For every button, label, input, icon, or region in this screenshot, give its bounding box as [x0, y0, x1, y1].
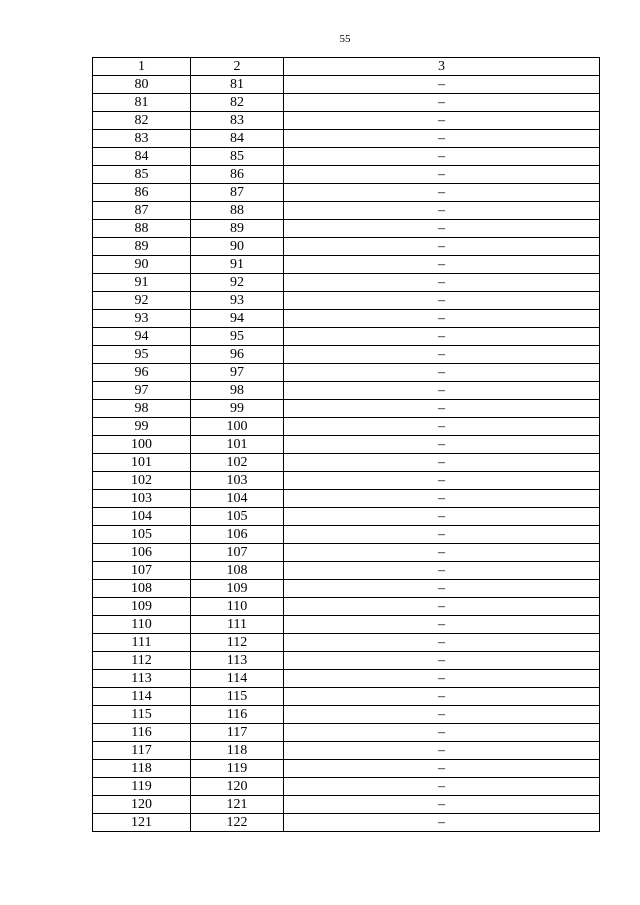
table-cell-col-1: 98 [93, 400, 191, 418]
table-cell-col-1: 102 [93, 472, 191, 490]
table-row [93, 436, 600, 454]
table-cell-col-3: – [284, 580, 600, 598]
table-cell-col-1: 89 [93, 238, 191, 256]
table-cell-col-3: – [284, 454, 600, 472]
table-header [93, 58, 600, 76]
table-cell-col-2: 116 [191, 706, 284, 724]
table-cell-col-3: – [284, 652, 600, 670]
table-cell-col-1: 96 [93, 364, 191, 382]
table-cell-col-1: 116 [93, 724, 191, 742]
table-cell-col-3: – [284, 94, 600, 112]
table-cell-col-3: – [284, 796, 600, 814]
table-cell-col-3: – [284, 508, 600, 526]
table-cell-col-2: 113 [191, 652, 284, 670]
table-row [93, 562, 600, 580]
table-cell-col-2: 83 [191, 112, 284, 130]
table-cell-col-1: 84 [93, 148, 191, 166]
table-cell-col-3: – [284, 346, 600, 364]
table-cell-col-3: – [284, 724, 600, 742]
table-row [93, 184, 600, 202]
table-cell-col-3: – [284, 760, 600, 778]
table-cell-col-3: – [284, 292, 600, 310]
table-cell-col-2: 91 [191, 256, 284, 274]
table-cell-col-1: 92 [93, 292, 191, 310]
table-cell-col-2: 117 [191, 724, 284, 742]
table-header-row [93, 58, 600, 76]
table-row [93, 598, 600, 616]
column-header-2: 2 [191, 58, 284, 76]
table-cell-col-2: 93 [191, 292, 284, 310]
table-cell-col-2: 118 [191, 742, 284, 760]
table-row [93, 616, 600, 634]
table-cell-col-2: 87 [191, 184, 284, 202]
table-cell-col-1: 90 [93, 256, 191, 274]
table-cell-col-1: 117 [93, 742, 191, 760]
table-cell-col-2: 82 [191, 94, 284, 112]
table-cell-col-1: 100 [93, 436, 191, 454]
table-cell-col-1: 105 [93, 526, 191, 544]
table-row [93, 526, 600, 544]
table-cell-col-1: 103 [93, 490, 191, 508]
table-cell-col-1: 108 [93, 580, 191, 598]
table-cell-col-3: – [284, 274, 600, 292]
table-cell-col-1: 104 [93, 508, 191, 526]
table-cell-col-3: – [284, 238, 600, 256]
table-cell-col-3: – [284, 814, 600, 832]
table-cell-col-2: 101 [191, 436, 284, 454]
table-cell-col-3: – [284, 436, 600, 454]
table-cell-col-2: 94 [191, 310, 284, 328]
table-cell-col-1: 113 [93, 670, 191, 688]
table-cell-col-3: – [284, 598, 600, 616]
table-cell-col-2: 103 [191, 472, 284, 490]
table-row [93, 400, 600, 418]
table-row [93, 454, 600, 472]
table-cell-col-2: 110 [191, 598, 284, 616]
table-row [93, 724, 600, 742]
table-cell-col-2: 86 [191, 166, 284, 184]
table-cell-col-3: – [284, 382, 600, 400]
table-cell-col-2: 84 [191, 130, 284, 148]
table-cell-col-2: 121 [191, 796, 284, 814]
table-cell-col-1: 80 [93, 76, 191, 94]
table-cell-col-1: 91 [93, 274, 191, 292]
table-row [93, 130, 600, 148]
table-cell-col-2: 106 [191, 526, 284, 544]
table-cell-col-3: – [284, 616, 600, 634]
table-cell-col-1: 99 [93, 418, 191, 436]
table-cell-col-3: – [284, 400, 600, 418]
table-row [93, 148, 600, 166]
table-cell-col-3: – [284, 112, 600, 130]
table-row [93, 202, 600, 220]
table-row [93, 166, 600, 184]
table-row [93, 742, 600, 760]
column-header-1: 1 [93, 58, 191, 76]
table-cell-col-2: 114 [191, 670, 284, 688]
table-cell-col-2: 104 [191, 490, 284, 508]
table-cell-col-3: – [284, 742, 600, 760]
table-row [93, 256, 600, 274]
table-cell-col-2: 92 [191, 274, 284, 292]
table-row [93, 760, 600, 778]
table-cell-col-2: 95 [191, 328, 284, 346]
table-cell-col-2: 81 [191, 76, 284, 94]
table-cell-col-2: 89 [191, 220, 284, 238]
table-row [93, 652, 600, 670]
table-cell-col-1: 111 [93, 634, 191, 652]
table-cell-col-3: – [284, 220, 600, 238]
table-cell-col-3: – [284, 526, 600, 544]
table-cell-col-2: 97 [191, 364, 284, 382]
table-cell-col-3: – [284, 706, 600, 724]
column-header-3: 3 [284, 58, 600, 76]
table-cell-col-1: 115 [93, 706, 191, 724]
table-row [93, 382, 600, 400]
table-row [93, 814, 600, 832]
table-cell-col-1: 97 [93, 382, 191, 400]
table-cell-col-2: 122 [191, 814, 284, 832]
table-cell-col-2: 96 [191, 346, 284, 364]
table-cell-col-3: – [284, 778, 600, 796]
table-cell-col-2: 108 [191, 562, 284, 580]
table-cell-col-1: 112 [93, 652, 191, 670]
table-cell-col-3: – [284, 76, 600, 94]
table-cell-col-2: 109 [191, 580, 284, 598]
table-cell-col-1: 86 [93, 184, 191, 202]
table-cell-col-2: 120 [191, 778, 284, 796]
table-cell-col-3: – [284, 202, 600, 220]
table-cell-col-3: – [284, 166, 600, 184]
table-cell-col-2: 112 [191, 634, 284, 652]
table-cell-col-3: – [284, 148, 600, 166]
table-row [93, 364, 600, 382]
table-cell-col-2: 98 [191, 382, 284, 400]
table-row [93, 634, 600, 652]
table-row [93, 670, 600, 688]
data-table [92, 57, 600, 832]
table-cell-col-2: 119 [191, 760, 284, 778]
table-cell-col-1: 107 [93, 562, 191, 580]
table-cell-col-3: – [284, 544, 600, 562]
table-cell-col-2: 107 [191, 544, 284, 562]
table-cell-col-1: 109 [93, 598, 191, 616]
table-cell-col-1: 95 [93, 346, 191, 364]
table-cell-col-3: – [284, 688, 600, 706]
table-row [93, 328, 600, 346]
table-cell-col-2: 115 [191, 688, 284, 706]
table-cell-col-1: 82 [93, 112, 191, 130]
table-row [93, 418, 600, 436]
table-cell-col-1: 83 [93, 130, 191, 148]
table-cell-col-1: 88 [93, 220, 191, 238]
table-cell-col-2: 85 [191, 148, 284, 166]
table-cell-col-1: 120 [93, 796, 191, 814]
table-row [93, 76, 600, 94]
table-cell-col-1: 119 [93, 778, 191, 796]
table-cell-col-2: 102 [191, 454, 284, 472]
table-row [93, 346, 600, 364]
table-cell-col-1: 118 [93, 760, 191, 778]
table-cell-col-3: – [284, 184, 600, 202]
table-row [93, 472, 600, 490]
table-body [93, 76, 600, 832]
table-row [93, 508, 600, 526]
table-row [93, 94, 600, 112]
table-cell-col-1: 110 [93, 616, 191, 634]
table-row [93, 688, 600, 706]
table-cell-col-3: – [284, 562, 600, 580]
table-cell-col-3: – [284, 472, 600, 490]
table-row [93, 544, 600, 562]
table-cell-col-3: – [284, 670, 600, 688]
table-cell-col-2: 88 [191, 202, 284, 220]
table-cell-col-1: 93 [93, 310, 191, 328]
table-cell-col-3: – [284, 634, 600, 652]
table-row [93, 112, 600, 130]
table-cell-col-3: – [284, 418, 600, 436]
table-cell-col-1: 94 [93, 328, 191, 346]
table-cell-col-3: – [284, 256, 600, 274]
table-cell-col-1: 85 [93, 166, 191, 184]
table-row [93, 274, 600, 292]
table-cell-col-3: – [284, 328, 600, 346]
table-cell-col-2: 90 [191, 238, 284, 256]
page-number: 55 [339, 33, 351, 45]
table-cell-col-2: 111 [191, 616, 284, 634]
table-cell-col-1: 101 [93, 454, 191, 472]
table-row [93, 292, 600, 310]
table-cell-col-1: 114 [93, 688, 191, 706]
table-cell-col-1: 81 [93, 94, 191, 112]
table-row [93, 310, 600, 328]
table-row [93, 580, 600, 598]
table-cell-col-3: – [284, 310, 600, 328]
table-cell-col-2: 105 [191, 508, 284, 526]
table-row [93, 238, 600, 256]
table-cell-col-3: – [284, 130, 600, 148]
table-cell-col-3: – [284, 490, 600, 508]
table-cell-col-1: 106 [93, 544, 191, 562]
table-cell-col-1: 121 [93, 814, 191, 832]
table-row [93, 220, 600, 238]
table-cell-col-2: 99 [191, 400, 284, 418]
table-row [93, 796, 600, 814]
table-cell-col-2: 100 [191, 418, 284, 436]
table-row [93, 490, 600, 508]
table-cell-col-3: – [284, 364, 600, 382]
table-row [93, 706, 600, 724]
table-cell-col-1: 87 [93, 202, 191, 220]
table-row [93, 778, 600, 796]
